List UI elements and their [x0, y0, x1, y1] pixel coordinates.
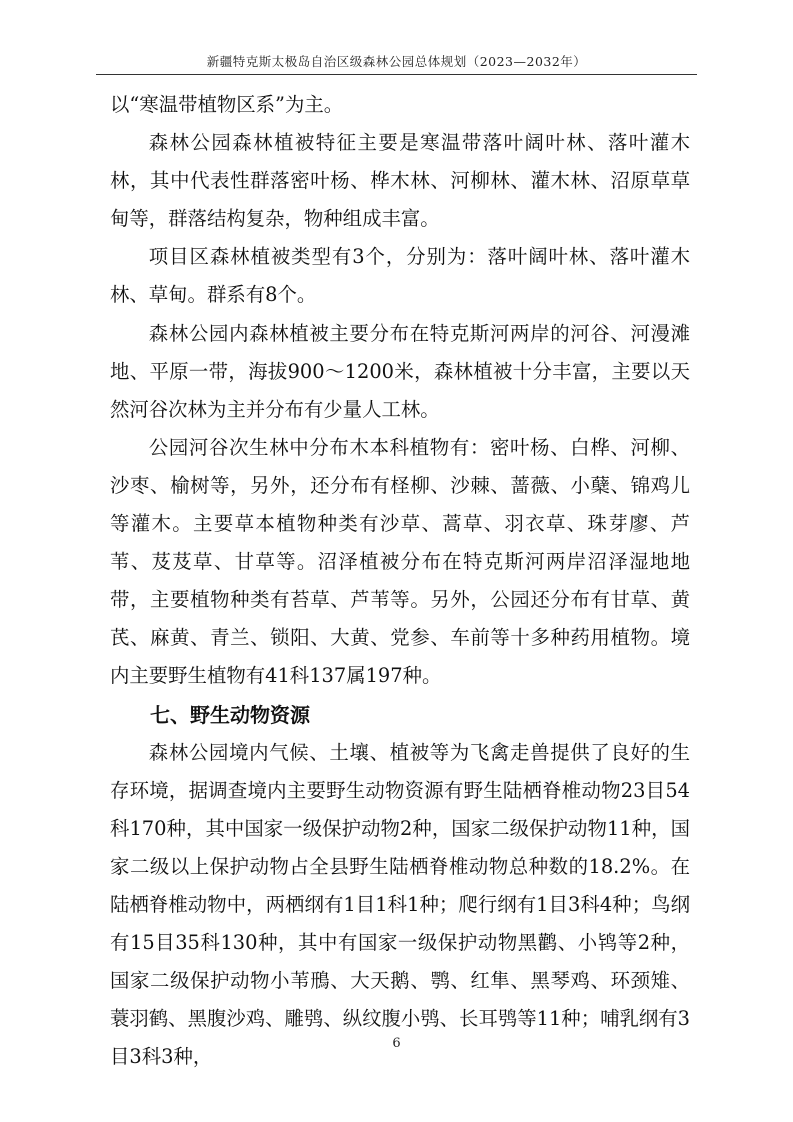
paragraph-wildlife: 森林公园境内气候、土壤、植被等为飞禽走兽提供了良好的生存环境，据调查境内主要野生动物资源有野生陆栖脊椎动物23目54科170种，其中国家一级保护动物2种，国家二级保护动物11种，国家二级以上保护动物占全县野生陆栖脊椎动物总种数的18.2%。在陆栖脊椎动物中，两栖纲有1目1科1种；爬行纲有1目3科4种；鸟纲有15目35科130种，其中有国家一级保护动物黑鹳、小鸨等2种，国家二级保护动物小苇鳽、大天鹅、鹗、红隼、黑琴鸡、环颈雉、蓑羽鹤、黑腹沙鸡、雕鸮、纵纹腹小鸮、长耳鸮等11种；哺乳纲有3目3科3种， [110, 740, 690, 1069]
page-number: 6 [392, 1036, 401, 1051]
paragraph-plant-species: 公园河谷次生林中分布木本科植物有：密叶杨、白桦、河柳、沙枣、榆树等，另外，还分布有柽柳、沙棘、蔷薇、小蘖、锦鸡儿等灌木。主要草本植物种类有沙草、蒿草、羽衣草、珠芽廖、芦苇、芨芨草、甘草等。沼泽植被分布在特克斯河两岸沼泽湿地地带，主要植物种类有苔草、芦苇等。另外，公园还分布有甘草、黄芪、麻黄、青兰、锁阳、大黄、党参、车前等十多种药用植物。境内主要野生植物有41科137属197种。 [110, 435, 690, 688]
paragraph-continuation: 以“寒温带植物区系”为主。 [110, 93, 344, 116]
document-body [110, 86, 690, 1076]
header-divider [96, 74, 697, 75]
page-header: 新疆特克斯太极岛自治区级森林公园总体规划（2023—2032年） [206, 54, 587, 69]
paragraph-vegetation-features: 森林公园森林植被特征主要是寒温带落叶阔叶林、落叶灌木林，其中代表性群落密叶杨、桦木林、河柳林、灌木林、沼原草草甸等，群落结构复杂，物种组成丰富。 [110, 131, 690, 231]
paragraph-vegetation-types: 项目区森林植被类型有3个，分别为：落叶阔叶林、落叶灌木林、草甸。群系有8个。 [110, 245, 690, 307]
paragraph-vegetation-distribution: 森林公园内森林植被主要分布在特克斯河两岸的河谷、河漫滩地、平原一带，海拔900～1200米，森林植被十分丰富，主要以天然河谷次林为主并分布有少量人工林。 [110, 321, 690, 421]
section-title-wildlife: 七、野生动物资源 [150, 702, 310, 727]
